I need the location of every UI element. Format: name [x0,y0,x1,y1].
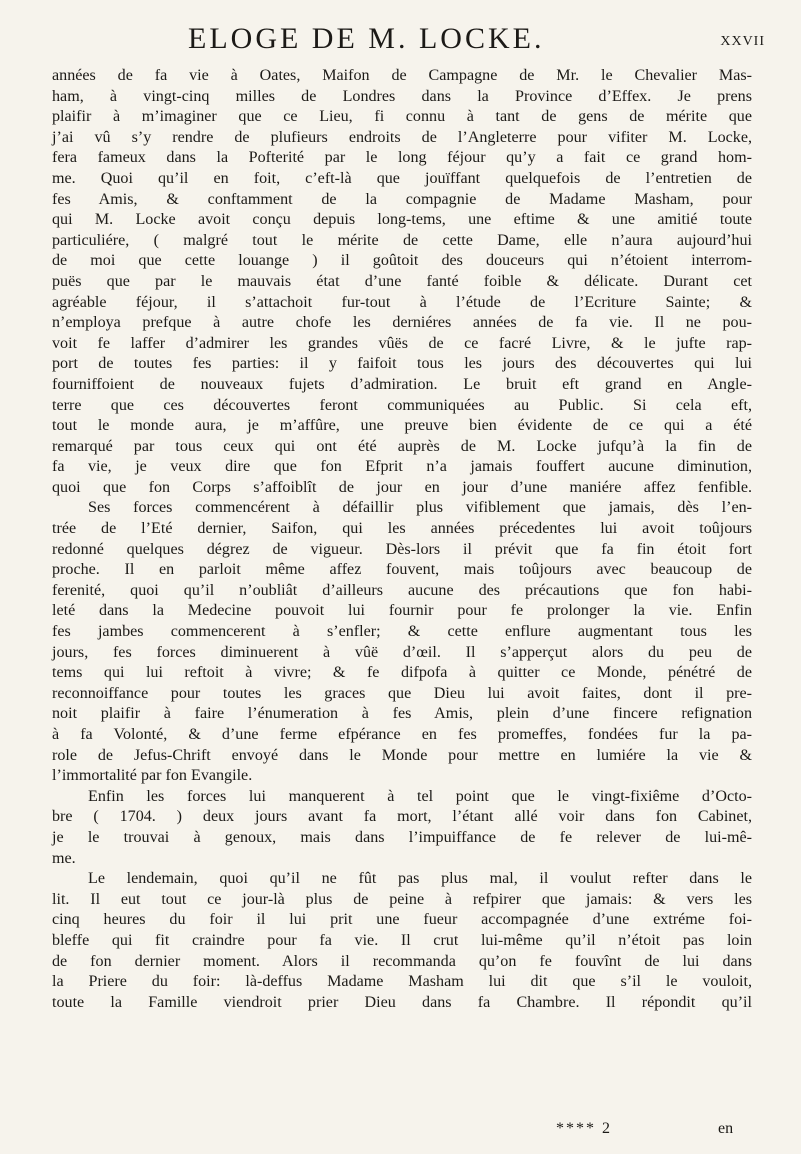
catchword: en [718,1120,734,1137]
text-line: agréable féjour, il s’attachoit fur-tout à l’étude de l’Ecriture Sainte; & [52,293,752,311]
text-line: qui M. Locke avoit conçu depuis long-tems, une eftime & une amitié toute [52,211,752,229]
text-line: fa vie, je veux dire que fon Efprit n’a jamais fouffert aucune diminution, [52,458,752,476]
running-title: ELOGE DE M. LOCKE. [188,22,545,55]
text-line: je le trouvai à genoux, mais dans l’impuiffance de fe relever de lui-mê- [52,828,752,846]
text-line: role de Jefus-Chrift envoyé dans le Monde pour mettre en lumiére la vie & [52,746,752,764]
text-line: jours, fes forces diminuerent à vûë d’œil. Il s’apperçut alors du peu de [52,643,752,661]
text-line: la Priere du foir: là-deffus Madame Masham lui dit que s’il le vouloit, [52,973,752,991]
text-line: bre ( 1704. ) deux jours avant fa mort, l’étant allé voir dans fon Cabinet, [52,808,752,826]
text-line: noit plaifir à faire l’énumeration à fes Amis, plein d’une fincere refignation [52,705,752,723]
text-line: trée de l’Eté dernier, Saifon, qui les années précedentes lui avoit toûjours [52,520,752,538]
text-line: toute la Famille viendroit prier Dieu dans fa Chambre. Il répondit qu’il [52,993,752,1011]
text-line: proche. Il en parloit même affez fouvent, mais toûjours avec beaucoup de [52,561,752,579]
text-line: de fon dernier moment. Alors il recommanda qu’on fe fouvînt de lui dans [52,952,752,970]
text-line: fes Amis, & conftamment de la compagnie de Madame Masham, pour [52,190,752,208]
text-line: bleffe qui fit craindre pour fa vie. Il crut lui-même qu’il n’étoit pas loin [52,931,752,949]
body-text [52,66,752,1013]
text-line: de moi que cette louange ) il goûtoit des douceurs qui n’étoient interrom- [52,252,752,270]
text-line: leté dans la Medecine pouvoit lui fournir pour fe prolonger la vie. Enfin [52,602,752,620]
text-line: lit. Il eut tout ce jour-là plus de peine à refpirer que jamais: & vers les [52,890,752,908]
text-line: fes jambes commencerent à s’enfler; & cette enflure augmentant tous les [52,623,752,641]
text-line: fourniffoient de nouveaux fujets d’admiration. Le bruit eft grand en Angle- [52,375,752,393]
text-line: terre que ces découvertes feront communiquées au Public. Si cela eft, [52,396,752,414]
text-line: Ses forces commencérent à défaillir plus vifiblement que jamais, dès l’en- [88,499,752,517]
text-line: Enfin les forces lui manquerent à tel point que le vingt-fixiême d’Octo- [88,787,752,805]
page-footer [0,1120,801,1144]
signature-mark: **** 2 [556,1120,612,1137]
text-line: reconnoiffance pour toutes les graces que Dieu lui avoit faites, dont il pre- [52,684,752,702]
text-line: redonné quelques dégrez de vigueur. Dès-lors il prévit que fa fin étoit fort [52,540,752,558]
text-line: remarqué par tous ceux qui ont été auprès de M. Locke jufqu’à la fin de [52,437,752,455]
text-line: fera fameux dans la Pofterité par le long féjour qu’y a fait ce grand hom- [52,149,752,167]
text-line: tems qui lui reftoit à vivre; & fe difpofa à quitter ce Monde, pénétré de [52,664,752,682]
text-line: plaifir à m’imaginer que ce Lieu, fi connu à tant de gens de mérite que [52,108,752,126]
text-line: Le lendemain, quoi qu’il ne fût pas plus mal, il voulut refter dans le [88,870,752,888]
text-line: ferenité, quoi qu’il n’oubliât d’ailleurs aucune des précautions que fon habi- [52,581,752,599]
text-line: j’ai vû s’y rendre de plufieurs endroits de l’Angleterre pour vifiter M. Locke, [52,128,752,146]
text-line: me. Quoi qu’il en foit, c’eft-là que jouïffant quelquefois de l’entretien de [52,169,752,187]
text-line: port de toutes fes parties: il y faifoit tous les jours des découvertes qui lui [52,355,752,373]
text-line: puës que par le mauvais état d’une fanté foible & délicate. Durant cet [52,272,752,290]
text-line: particuliére, ( malgré tout le mérite de cette Dame, elle n’aura aujourd’hui [52,231,752,249]
text-line: années de fa vie à Oates, Maifon de Campagne de Mr. le Chevalier Mas- [52,67,752,84]
text-line: quoi que fon Corps s’affoiblît de jour en jour d’une maniére affez fenfible. [52,478,752,496]
text-line: n’employa prefque à autre chofe les derniéres années de fa vie. Il ne pou- [52,314,752,332]
text-line: voit fe laffer d’admirer les grandes vûës de ce facré Livre, & le jufte rap- [52,334,752,352]
page-number: XXVII [720,34,765,49]
text-line: ham, à vingt-cinq milles de Londres dans la Province d’Effex. Je prens [52,87,752,105]
text-line: à fa Volonté, & d’une ferme efpérance en fes promeffes, fondées fur la pa- [52,726,752,743]
text-line: me. [52,849,76,867]
page-header [0,22,801,56]
text-line: l’immortalité par fon Evangile. [52,767,253,785]
text-line: cinq heures du foir il lui prit une fueur accompagnée d’une extréme foi- [52,911,752,929]
text-line: tout le monde aura, je m’affûre, une preuve bien évidente de ce qui a été [52,417,752,435]
